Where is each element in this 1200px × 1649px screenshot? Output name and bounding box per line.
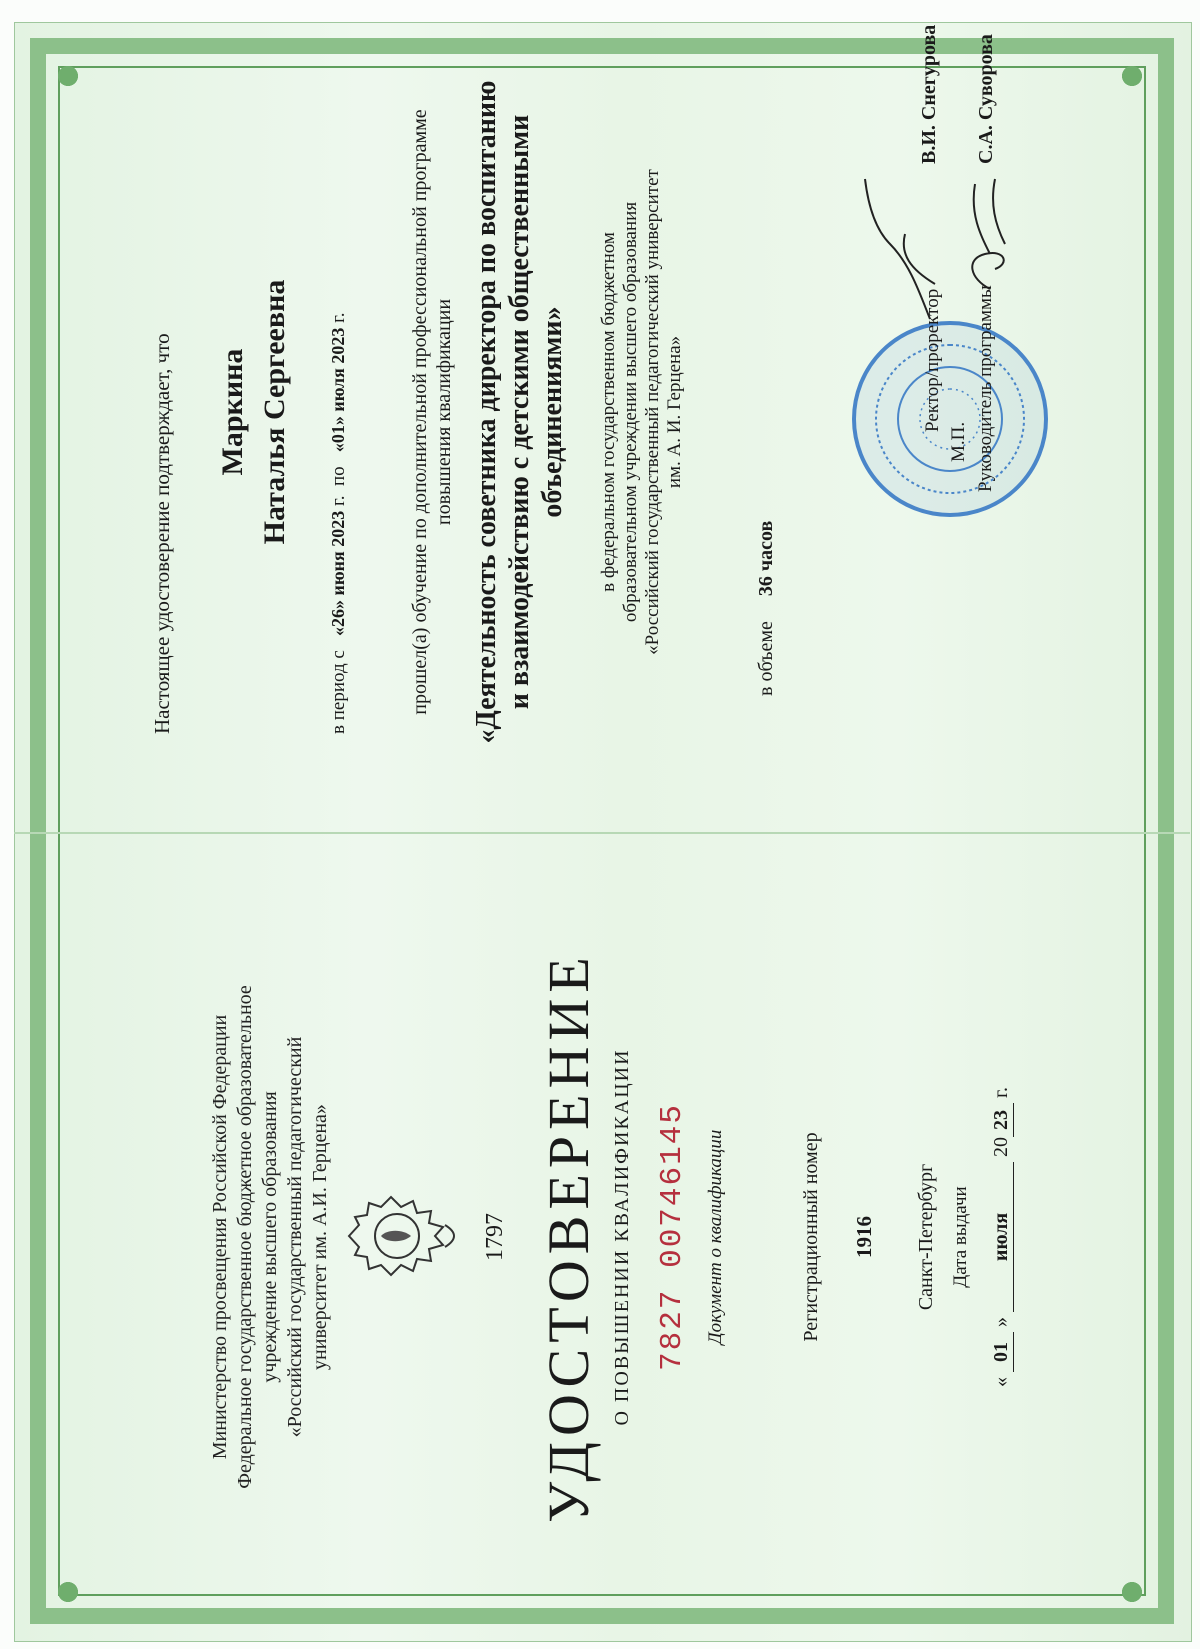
registration-number: 1916 bbox=[852, 1216, 876, 1258]
course-volume bbox=[755, 521, 778, 696]
program-title-line: и взаимодействию с детскими общественными bbox=[504, 114, 535, 710]
document-subtitle: О ПОВЫШЕНИИ КВАЛИФИКАЦИИ bbox=[611, 1048, 633, 1426]
right-page bbox=[0, 0, 1200, 824]
ministry-line: «Российский государственный педагогический bbox=[284, 1036, 306, 1438]
institution-line: «Российский государственный педагогический университет bbox=[642, 169, 663, 655]
document-kind: Документ о квалификации bbox=[705, 1129, 726, 1345]
ministry-line: Федеральное государственное бюджетное образовательное bbox=[234, 985, 256, 1489]
issue-day: 01 bbox=[990, 1332, 1014, 1372]
ministry-line: университет им. А.И. Герцена» bbox=[309, 1104, 331, 1370]
program-intro bbox=[408, 0, 456, 824]
rector-signature-icon bbox=[860, 174, 940, 324]
signatory-role: Руководитель программы bbox=[975, 285, 996, 492]
ministry-line: учреждение высшего образования bbox=[259, 1091, 281, 1383]
registration-label: Регистрационный номер bbox=[800, 1132, 822, 1342]
signatory-name: В.И. Снегурова bbox=[918, 24, 940, 164]
issue-month: июля bbox=[990, 1162, 1014, 1312]
holder-given-names: Наталья Сергеевна bbox=[258, 279, 291, 545]
institution-line: образовательном учреждении высшего образования bbox=[620, 201, 641, 623]
period-start-year-abbr: г. bbox=[328, 495, 349, 506]
university-crest-icon bbox=[345, 1195, 465, 1277]
institution-line: им. А. И. Герцена» bbox=[664, 335, 685, 489]
period-to: по bbox=[328, 466, 349, 487]
program-title bbox=[470, 0, 569, 824]
founded-year: 1797 bbox=[482, 1213, 508, 1261]
issue-year-abbr: г. bbox=[990, 1087, 1012, 1098]
issue-year-suffix: 23 bbox=[990, 1103, 1014, 1137]
training-period bbox=[328, 312, 350, 734]
period-end: «01» июля 2023 bbox=[328, 327, 348, 453]
holder-surname: Маркина bbox=[216, 348, 249, 476]
city: Санкт-Петербург bbox=[915, 1163, 937, 1311]
document-title: УДОСТОВЕРЕНИЕ bbox=[536, 951, 601, 1523]
period-start: «26» июня 2023 bbox=[328, 510, 348, 636]
issue-date-close-quote: » bbox=[990, 1316, 1012, 1327]
program-intro-line: прошел(а) обучение по дополнительной профессиональной программе bbox=[409, 109, 431, 715]
issue-century: 20 bbox=[990, 1136, 1012, 1157]
period-end-year-abbr: г. bbox=[328, 312, 349, 323]
signatory-role: Ректор/проректор bbox=[922, 288, 943, 432]
intro-text: Настоящее удостоверение подтверждает, что bbox=[150, 333, 174, 734]
issue-date bbox=[990, 825, 1014, 1649]
issue-date-open-quote: « bbox=[990, 1376, 1012, 1387]
issue-date-label: Дата выдачи bbox=[950, 1186, 971, 1288]
left-page bbox=[0, 825, 1200, 1649]
program-intro-line: повышения квалификации bbox=[433, 298, 455, 526]
volume-label: в объеме bbox=[755, 621, 777, 696]
volume-value: 36 часов bbox=[755, 520, 777, 597]
institution-line: в федеральном государственном бюджетном bbox=[598, 232, 619, 592]
serial-number: 7827 00746145 bbox=[655, 1103, 690, 1371]
ministry-block bbox=[208, 825, 333, 1649]
period-prefix: в период с bbox=[328, 650, 349, 734]
round-seal-icon bbox=[850, 319, 1050, 519]
institution-block bbox=[598, 0, 686, 824]
ministry-line: Министерство просвещения Российской Федерации bbox=[209, 1014, 231, 1460]
program-title-line: «Деятельность советника директора по воспитанию bbox=[471, 80, 502, 744]
program-head-signature-icon bbox=[950, 174, 1020, 294]
seal-label: М.П. bbox=[948, 421, 969, 462]
program-title-line: объединениями» bbox=[537, 306, 568, 518]
signatory-name: С.А. Суворова bbox=[975, 34, 997, 164]
